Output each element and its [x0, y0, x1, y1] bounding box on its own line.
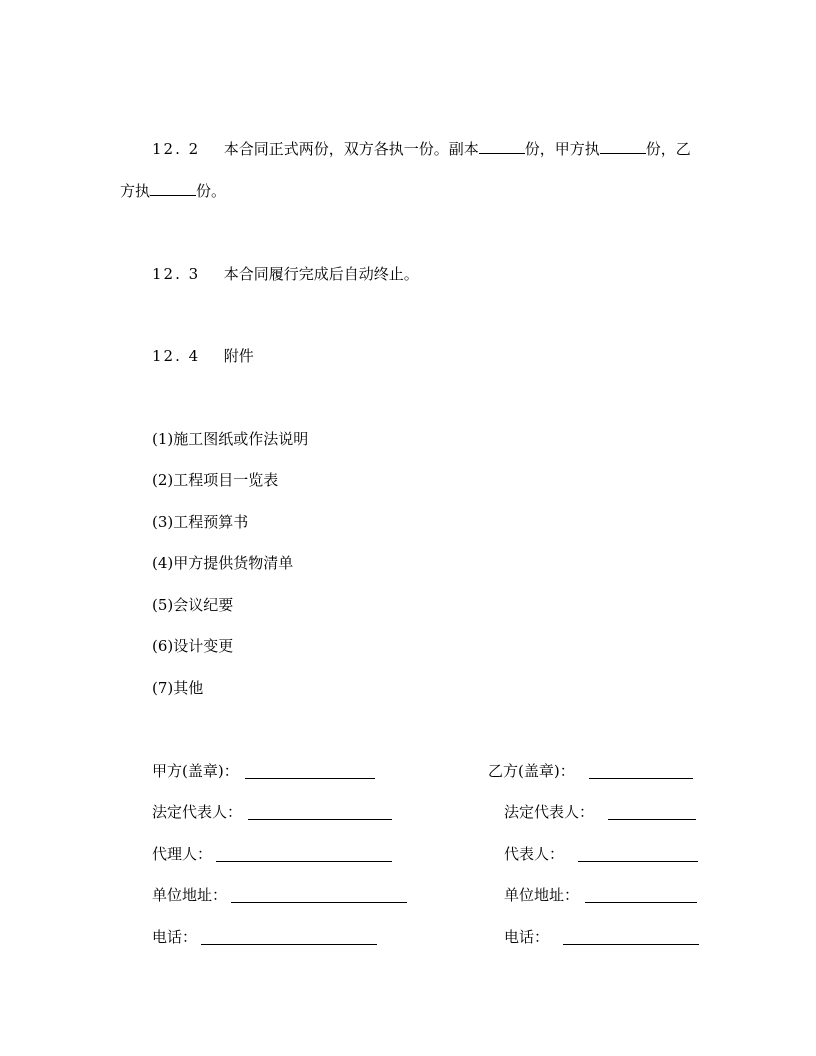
party-a-seal-label: 甲方(盖章)： — [152, 762, 239, 780]
party-b-address-row — [504, 885, 697, 905]
party-a-phone-row — [152, 927, 377, 947]
party-b-seal-row — [488, 761, 693, 781]
clause-text: 份，甲方执 — [524, 140, 600, 158]
party-b-legal-rep-label: 法定代表人： — [504, 803, 595, 821]
party-b-legal-rep-row — [504, 802, 696, 822]
party-a-agent-field[interactable] — [216, 846, 392, 862]
attachment-item: (3)工程预算书 — [152, 513, 249, 531]
party-a-phone-field[interactable] — [201, 929, 377, 945]
party-b-address-field[interactable] — [585, 887, 697, 903]
clause-text: 份。 — [196, 182, 227, 200]
clause-12-3 — [152, 264, 419, 284]
clause-12-2-line1 — [152, 139, 691, 159]
party-a-legal-rep-label: 法定代表人： — [152, 803, 243, 821]
clause-number: 12. 3 — [152, 265, 201, 283]
party-b-legal-rep-field[interactable] — [608, 804, 696, 820]
attachment-item: (7)其他 — [152, 679, 204, 697]
party-a-phone-label: 电话： — [152, 928, 198, 946]
clause-text: 方执 — [120, 182, 151, 200]
party-b-phone-field[interactable] — [563, 929, 699, 945]
attachment-item: (6)设计变更 — [152, 637, 234, 655]
copies-blank[interactable] — [479, 139, 525, 154]
attachment-item: (2)工程项目一览表 — [152, 471, 279, 489]
attachment-item: (4)甲方提供货物清单 — [152, 554, 294, 572]
clause-12-2-line2 — [120, 181, 226, 201]
party-b-representative-field[interactable] — [578, 846, 698, 862]
party-b-seal-label: 乙方(盖章)： — [488, 762, 575, 780]
party-b-representative-label: 代表人： — [504, 845, 565, 863]
party-a-address-field[interactable] — [231, 887, 407, 903]
party-a-agent-label: 代理人： — [152, 845, 213, 863]
clause-12-4 — [152, 346, 254, 366]
party-b-representative-row — [504, 844, 698, 864]
party-a-address-label: 单位地址： — [152, 886, 228, 904]
attachment-item: (5)会议纪要 — [152, 596, 234, 614]
party-b-seal-field[interactable] — [589, 763, 693, 779]
party-b-phone-label: 电话： — [504, 928, 550, 946]
clause-text: 本合同正式两份，双方各执一份。副本 — [223, 140, 479, 158]
party-a-seal-field[interactable] — [245, 763, 375, 779]
clause-text: 份，乙 — [645, 140, 691, 158]
clause-text: 附件 — [223, 347, 254, 365]
attachment-item: (1)施工图纸或作法说明 — [152, 430, 309, 448]
party-b-address-label: 单位地址： — [504, 886, 580, 904]
clause-number: 12. 2 — [152, 140, 201, 158]
party-a-legal-rep-row — [152, 802, 392, 822]
party-b-copies-blank[interactable] — [150, 181, 196, 196]
party-a-seal-row — [152, 761, 375, 781]
party-a-agent-row — [152, 844, 392, 864]
party-a-legal-rep-field[interactable] — [248, 804, 392, 820]
party-b-phone-row — [504, 927, 699, 947]
clause-number: 12. 4 — [152, 347, 201, 365]
party-a-address-row — [152, 885, 407, 905]
clause-text: 本合同履行完成后自动终止。 — [223, 265, 419, 283]
party-a-copies-blank[interactable] — [600, 139, 646, 154]
